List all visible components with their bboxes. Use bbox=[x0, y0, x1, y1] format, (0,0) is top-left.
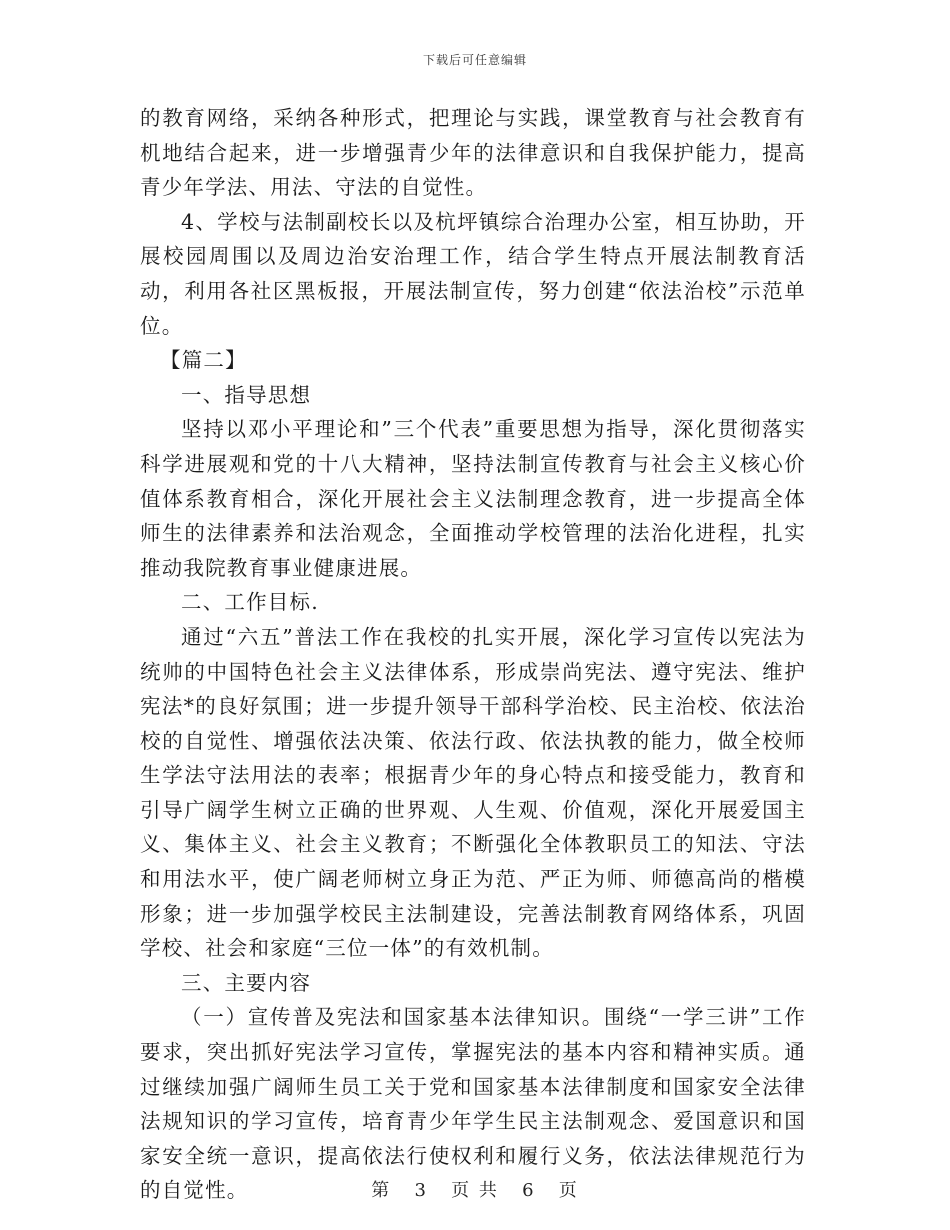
total-pages: 6 bbox=[522, 1180, 536, 1201]
section-heading-part-two: 【篇二】 bbox=[160, 348, 247, 373]
heading-main-content: 三、主要内容 bbox=[181, 970, 312, 995]
document-body bbox=[140, 101, 806, 1208]
paragraph-item-4: 4、学校与法制副校长以及杭坪镇综合治理办公室，相互协助，开展校园周围以及周边治安治理工作，结合学生特点开展法制教育活动，利用各社区黑板报，开展法制宣传，努力创建“依法治校”示范单位。 bbox=[140, 209, 806, 338]
heading-guiding-ideology: 一、指导思想 bbox=[181, 382, 312, 407]
page-label-mid: 页 共 bbox=[451, 1180, 499, 1201]
paragraph-guiding-ideology: 坚持以邓小平理论和”三个代表”重要思想为指导，深化贯彻落实科学进展观和党的十八大精神，坚持法制宣传教育与社会主义核心价值体系教育相合，深化开展社会主义法制理念教育，进一步提高全体师生的法律素养和法治观念，全面推动学校管理的法治化进程，扎实推动我院教育事业健康进展。 bbox=[140, 417, 806, 580]
page-header bbox=[0, 51, 950, 68]
heading-work-goals: 二、工作目标. bbox=[181, 590, 319, 615]
paragraph-continuation: 的教育网络，采纳各种形式，把理论与实践，课堂教育与社会教育有机地结合起来，进一步增强青少年的法律意识和自我保护能力，提高青少年学法、用法、守法的自觉性。 bbox=[140, 106, 806, 200]
page-number: 3 bbox=[414, 1180, 428, 1201]
page-label-suffix: 页 bbox=[558, 1180, 579, 1201]
paragraph-work-goals: 通过“六五”普法工作在我校的扎实开展，深化学习宣传以宪法为统帅的中国特色社会主义法律体系，形成崇尚宪法、遵守宪法、维护宪法*的良好氛围；进一步提升领导干部科学治校、民主治校、依法治校的自觉性、增强依法决策、依法行政、依法执教的能力，做全校师生学法守法用法的表率；根据青少年的身心特点和接受能力，教育和引导广阔学生树立正确的世界观、人生观、价值观，深化开展爱国主义、集体主义、社会主义教育；不断强化全体教职员工的知法、守法和用法水平，使广阔老师树立身正为范、严正为师、师德高尚的楷模形象；进一步加强学校民主法制建设，完善法制教育网络体系，巩固学校、社会和家庭“三位一体”的有效机制。 bbox=[140, 624, 806, 961]
header-note: 下载后可任意编辑 bbox=[422, 53, 527, 67]
paragraph-main-content-1: （一）宣传普及宪法和国家基本法律知识。围绕“一学三讲”工作要求，突出抓好宪法学习宣传，掌握宪法的基本内容和精神实质。通过继续加强广阔师生员工关于党和国家基本法律制度和国家安全法律法规知识的学习宣传，培育青少年学生民主法制观念、爱国意识和国家安全统一意识，提高依法行使权利和履行义务，依法法律规范行为的自觉性。 bbox=[140, 1005, 806, 1203]
page-label-prefix: 第 bbox=[371, 1180, 392, 1201]
page-footer bbox=[0, 1176, 950, 1202]
